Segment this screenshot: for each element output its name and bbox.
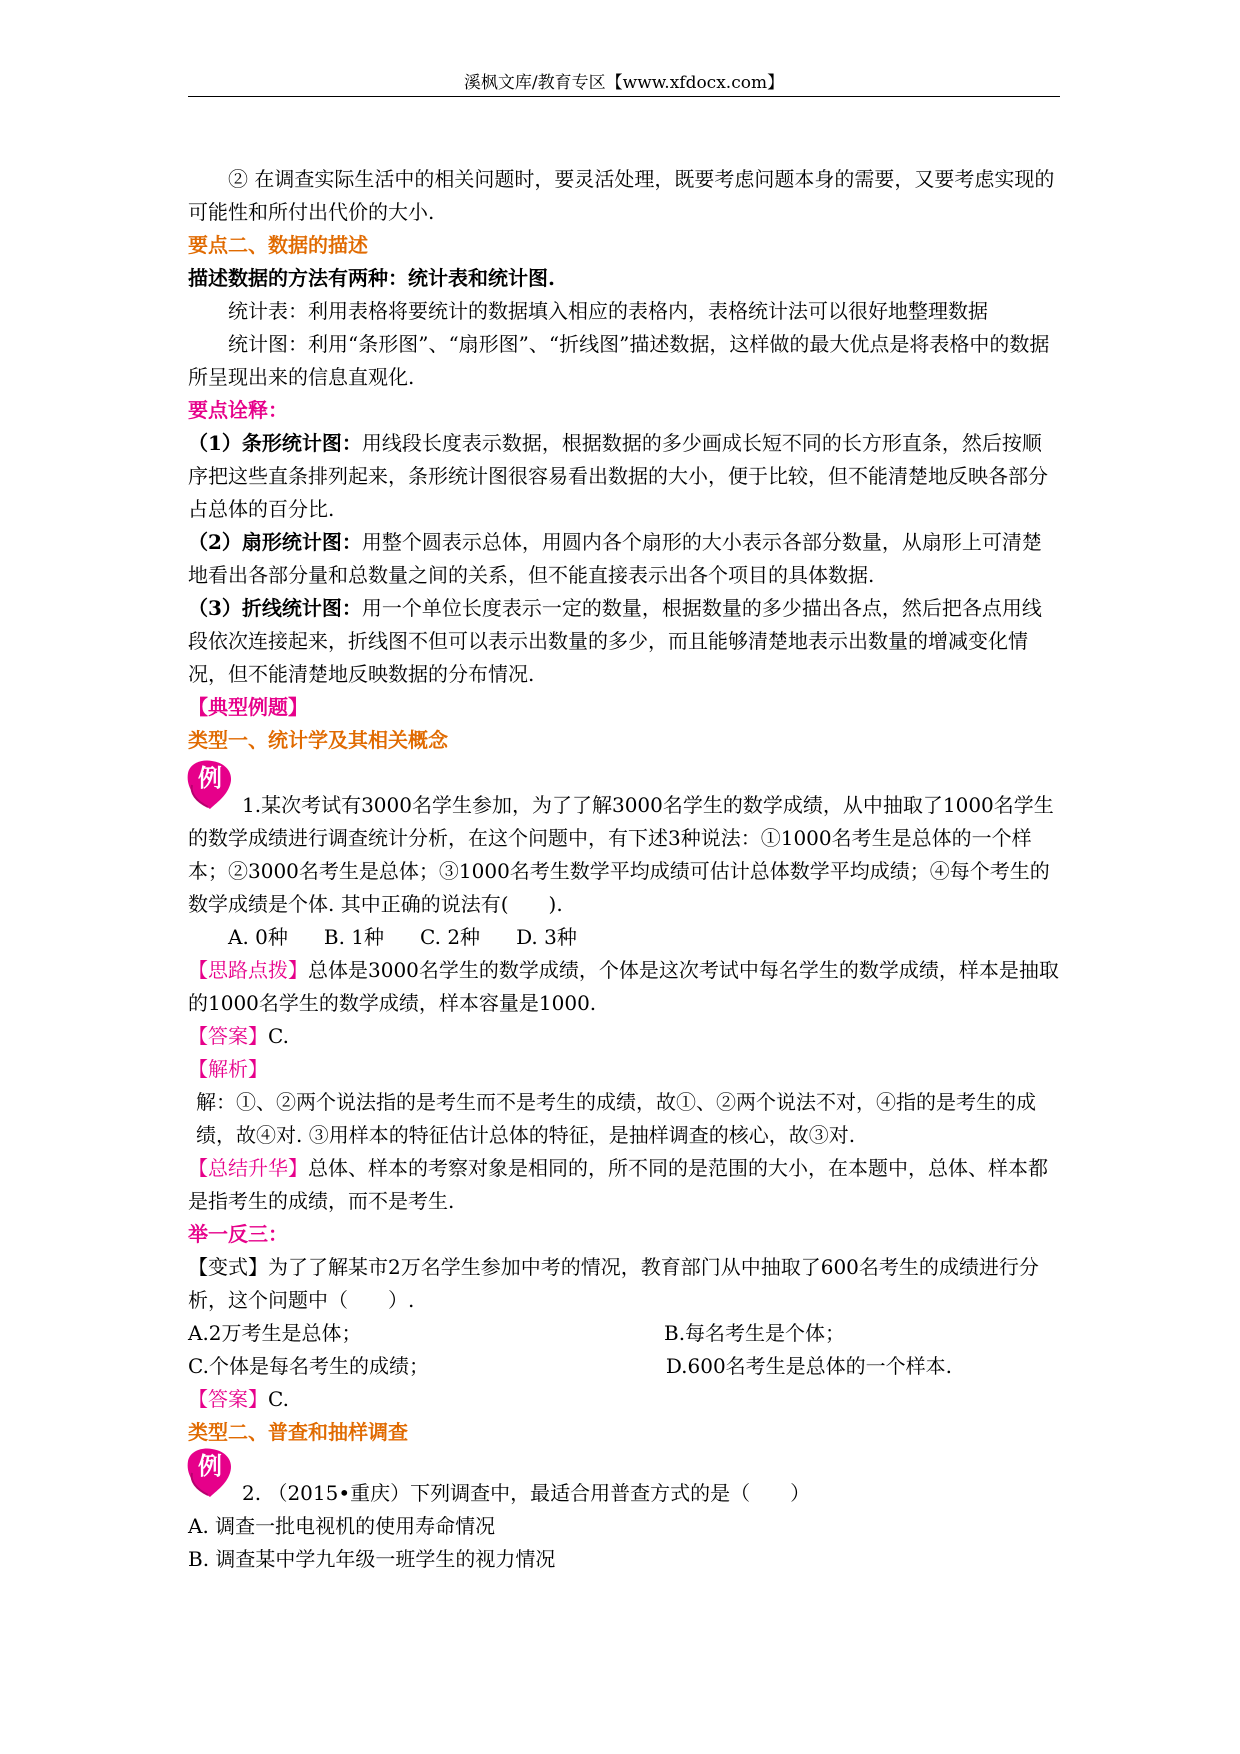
example1-question: 1.某次考试有3000名学生参加，为了了解3000名学生的数学成绩，从中抽取了1000名学生的数学成绩进行调查统计分析，在这个问题中，有下述3种说法：①1000名考生是总体的一个样本；②3000名考生是总体；③1000名考生数学平均成绩可估计总体数学平均成绩；④每个考生的数学成绩是个体. 其中正确的说法有( ). (188, 793, 1054, 916)
note-bar-chart (188, 427, 1060, 526)
example-badge-text: 例 (198, 764, 222, 792)
answer-text: C. (268, 1387, 289, 1411)
example1-analysis: 解：①、②两个说法指的是考生而不是考生的成绩，故①、②两个说法不对，④指的是考生的成绩，故④对. ③用样本的特征估计总体的特征，是抽样调查的核心，故③对. (196, 1090, 1036, 1147)
practice-variant: 【变式】为了了解某市2万名学生参加中考的情况，教育部门从中抽取了600名考生的成绩进行分析，这个问题中（ ）. (188, 1255, 1039, 1312)
practice-option-b: B.每名考生是个体； (664, 1321, 846, 1345)
hint-tag: 【思路点拨】 (188, 958, 308, 982)
practice-title: 举一反三： (188, 1222, 288, 1246)
analysis-tag: 【解析】 (188, 1057, 268, 1081)
hint-text: 总体是3000名学生的数学成绩，个体是这次考试中每名学生的数学成绩，样本是抽取的1000名学生的数学成绩，样本容量是1000. (188, 958, 1059, 1015)
table-description: 统计表：利用表格将要统计的数据填入相应的表格内，表格统计法可以很好地整理数据 (228, 299, 988, 323)
note-text: 用一个单位长度表示一定的数量，根据数量的多少描出各点，然后把各点用线段依次连接起来，折线图不但可以表示出数量的多少，而且能够清楚地表示出数量的增减变化情况，但不能清楚地反映数据的分布情况. (188, 596, 1042, 686)
summary-tag: 【总结升华】 (188, 1156, 308, 1180)
answer-tag: 【答案】 (188, 1387, 268, 1411)
practice-options-row-1 (188, 1317, 1060, 1350)
option-b: B. 1种 (323, 925, 385, 949)
example-badge-icon (186, 759, 234, 811)
note-label: （3）折线统计图： (188, 596, 362, 620)
example1 (188, 764, 1060, 921)
practice-answer (188, 1383, 1060, 1416)
section2-title: 要点二、数据的描述 (188, 233, 368, 257)
example1-answer (188, 1020, 1060, 1053)
header-text: 溪枫文库/教育专区【www.xfdocx.com】 (463, 73, 785, 93)
example1-analysis-tag (188, 1053, 1060, 1086)
note-text: 用线段长度表示数据，根据数据的多少画成长短不同的长方形直条，然后按顺序把这些直条排列起来，条形统计图很容易看出数据的大小，便于比较，但不能清楚地反映各部分占总体的百分比. (188, 431, 1048, 521)
example2-option-b: B. 调查某中学九年级一班学生的视力情况 (188, 1547, 556, 1571)
example-badge-text: 例 (198, 1452, 222, 1480)
type2-title: 类型二、普查和抽样调查 (188, 1420, 408, 1444)
example2-option-a: A. 调查一批电视机的使用寿命情况 (188, 1514, 496, 1538)
option-a: A. 0种 (228, 925, 288, 949)
chart-description: 统计图：利用“条形图”、“扇形图”、“折线图”描述数据，这样做的最大优点是将表格中的数据所呈现出来的信息直观化. (188, 332, 1050, 389)
option-d: D. 3种 (516, 925, 577, 949)
section2-lead: 描述数据的方法有两种：统计表和统计图. (188, 266, 555, 290)
notes-title: 要点诠释： (188, 398, 288, 422)
answer-text: C. (268, 1024, 289, 1048)
note-line-chart (188, 592, 1060, 691)
summary-text: 总体、样本的考察对象是相同的，所不同的是范围的大小，在本题中，总体、样本都是指考生的成绩，而不是考生. (188, 1156, 1048, 1213)
example1-summary (188, 1152, 1060, 1218)
practice-options-row-2 (188, 1350, 1060, 1383)
practice-option-d: D.600名考生是总体的一个样本. (665, 1354, 953, 1378)
example1-hint (188, 954, 1060, 1020)
example2 (188, 1452, 1060, 1510)
document-body (188, 163, 1060, 1576)
answer-tag: 【答案】 (188, 1024, 268, 1048)
practice-option-a: A.2万考生是总体； (188, 1321, 362, 1345)
note-text: 用整个圆表示总体，用圆内各个扇形的大小表示各部分数量，从扇形上可清楚地看出各部分量和总数量之间的关系，但不能直接表示出各个项目的具体数据. (188, 530, 1042, 587)
example2-question: 2. （2015•重庆）下列调查中，最适合用普查方式的是（ ） (242, 1481, 811, 1505)
page-header (188, 70, 1060, 97)
note-label: （1）条形统计图： (188, 431, 362, 455)
intro-paragraph: ② 在调查实际生活中的相关问题时，要灵活处理，既要考虑问题本身的需要，又要考虑实现的可能性和所付出代价的大小. (188, 167, 1055, 224)
note-pie-chart (188, 526, 1060, 592)
example1-options (188, 921, 1060, 954)
note-label: （2）扇形统计图： (188, 530, 362, 554)
example-badge-icon (186, 1447, 234, 1499)
option-c: C. 2种 (420, 925, 481, 949)
practice-option-c: C.个体是每名考生的成绩； (188, 1354, 429, 1378)
type1-title: 类型一、统计学及其相关概念 (188, 728, 448, 752)
examples-title: 【典型例题】 (188, 695, 308, 719)
